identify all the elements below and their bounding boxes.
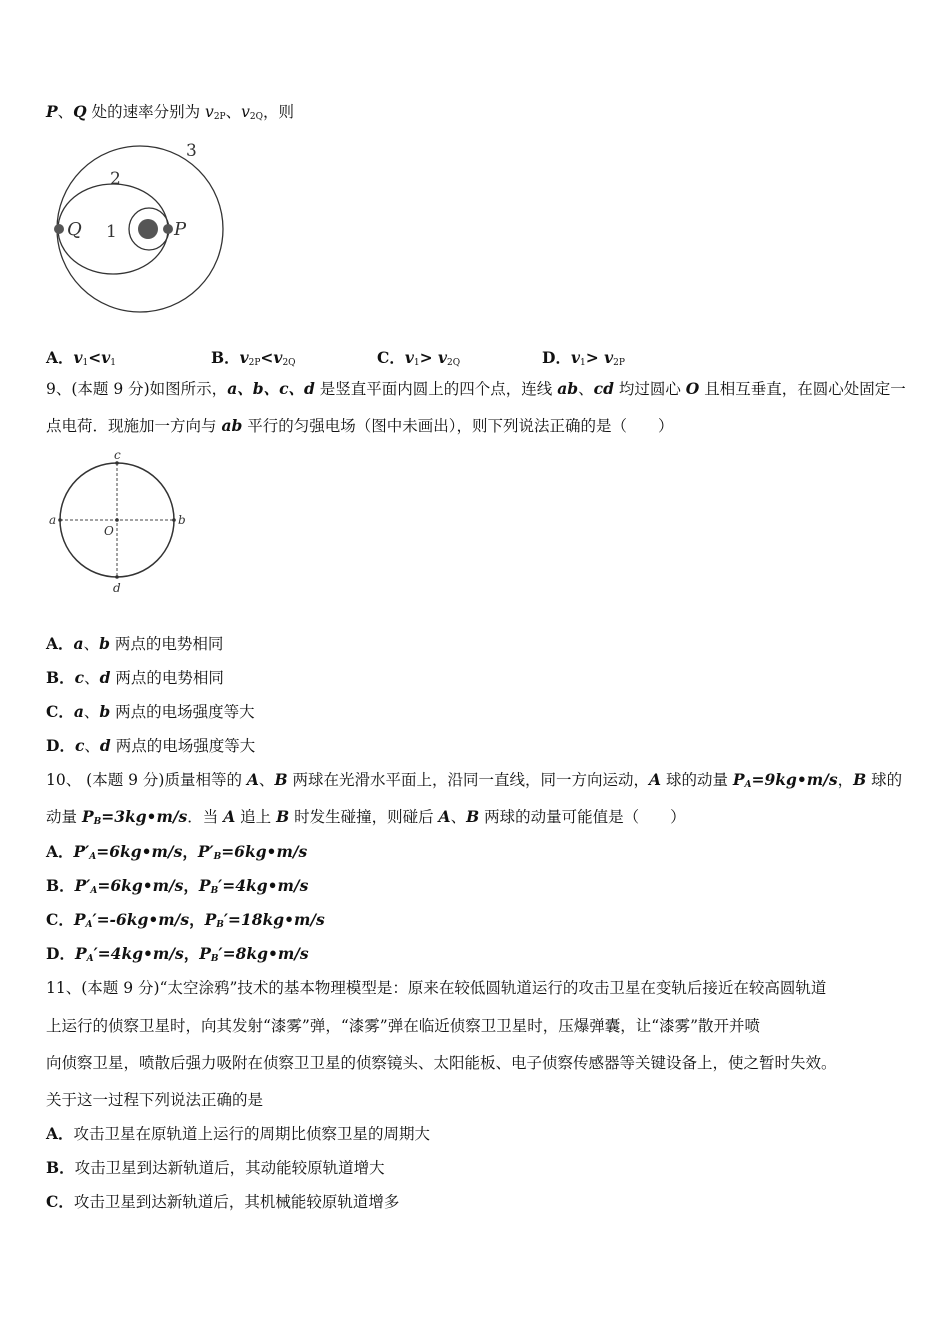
- planet: [138, 219, 158, 239]
- label-1: 1: [106, 222, 117, 242]
- label-p: P: [174, 219, 187, 240]
- q9-stem-line2: 点电荷．现施加一方向与 ab 平行的匀强电场（图中未画出），则下列说法正确的是（ ）: [46, 416, 674, 435]
- q11-option-a[interactable]: A．攻击卫星在原轨道上运行的周期比侦察卫星的周期大: [46, 1124, 431, 1143]
- point-q: [54, 224, 64, 234]
- q11-option-b[interactable]: B．攻击卫星到达新轨道后，其动能较原轨道增大: [46, 1158, 385, 1177]
- orbit-diagram: [48, 138, 238, 328]
- q11-stem-line2: 上运行的侦察卫星时，向其发射“漆雾”弹，“漆雾”弹在临近侦察卫卫星时，压爆弹囊，让“漆雾”散开并喷: [46, 1017, 761, 1035]
- q8-intro: P、Q 处的速率分别为 $v_{2P}$、$v_{2Q}$，则: [46, 102, 295, 122]
- label-a: a: [49, 513, 57, 527]
- label-3: 3: [186, 141, 197, 161]
- label-q: Q: [67, 219, 82, 240]
- point-d: [115, 575, 119, 579]
- q11-stem-line4: 关于这一过程下列说法正确的是: [46, 1091, 264, 1109]
- q10-option-c[interactable]: C．$P_A'=-6kg•m/s$，$P_B'=18kg•m/s$: [46, 910, 325, 930]
- label-2: 2: [110, 169, 121, 189]
- q9-option-c[interactable]: C．a、b 两点的电场强度等大: [46, 702, 255, 721]
- q10-stem-line2: 动量 $P_B=3kg•m/s$．当 A 追上 B 时发生碰撞，则碰后 A、B 两球的动量可能值是（ ）: [46, 807, 686, 827]
- point-b: [172, 518, 176, 522]
- q10-stem-line1: 10、 (本题 9 分)质量相等的 A、B 两球在光滑水平面上，沿同一直线，同一方向运动，A 球的动量 $P_A=9kg•m/s$，B 球的: [46, 770, 903, 790]
- q8-option-a[interactable]: A．$v_1<v_1$: [46, 348, 117, 368]
- q8-option-c[interactable]: C．$v_1> v_{2Q}$: [377, 348, 461, 368]
- circle-diagram: [44, 448, 194, 598]
- label-d: d: [113, 581, 121, 595]
- q9-option-a[interactable]: A．a、b 两点的电势相同: [46, 634, 224, 653]
- q8-option-d[interactable]: D．$v_1> v_{2P}$: [542, 348, 625, 368]
- center-o: [115, 518, 119, 522]
- q10-option-d[interactable]: D．$P_A'=4kg•m/s$，$P_B'=8kg•m/s$: [46, 944, 309, 964]
- q9-option-b[interactable]: B．c、d 两点的电势相同: [46, 668, 224, 687]
- q11-stem-line1: 11、(本题 9 分)“太空涂鸦”技术的基本物理模型是：原来在较低圆轨道运行的攻击卫星在变轨后接近在较高圆轨道: [46, 979, 827, 997]
- label-o: O: [104, 524, 114, 538]
- q9-stem-line1: 9、(本题 9 分)如图所示，a、b、c、d 是竖直平面内圆上的四个点，连线 ab、cd 均过圆心 O 且相互垂直，在圆心处固定一: [46, 379, 906, 398]
- q11-option-c[interactable]: C．攻击卫星到达新轨道后，其机械能较原轨道增多: [46, 1192, 400, 1211]
- label-b: b: [178, 513, 186, 527]
- q11-stem-line3: 向侦察卫星，喷散后强力吸附在侦察卫卫星的侦察镜头、太阳能板、电子侦察传感器等关键设备上，使之暂时失效。: [46, 1054, 837, 1072]
- q8-option-b[interactable]: B．$v_{2P}<v_{2Q}$: [211, 348, 296, 368]
- point-p: [163, 224, 173, 234]
- label-c: c: [114, 448, 121, 462]
- q10-option-a[interactable]: A．$P'_A=6kg•m/s$，$P'_B=6kg•m/s$: [46, 842, 308, 862]
- q9-option-d[interactable]: D．c、d 两点的电场强度等大: [46, 736, 256, 755]
- q10-option-b[interactable]: B．$P'_A=6kg•m/s$，$P_B'=4kg•m/s$: [46, 876, 309, 896]
- point-a: [58, 518, 62, 522]
